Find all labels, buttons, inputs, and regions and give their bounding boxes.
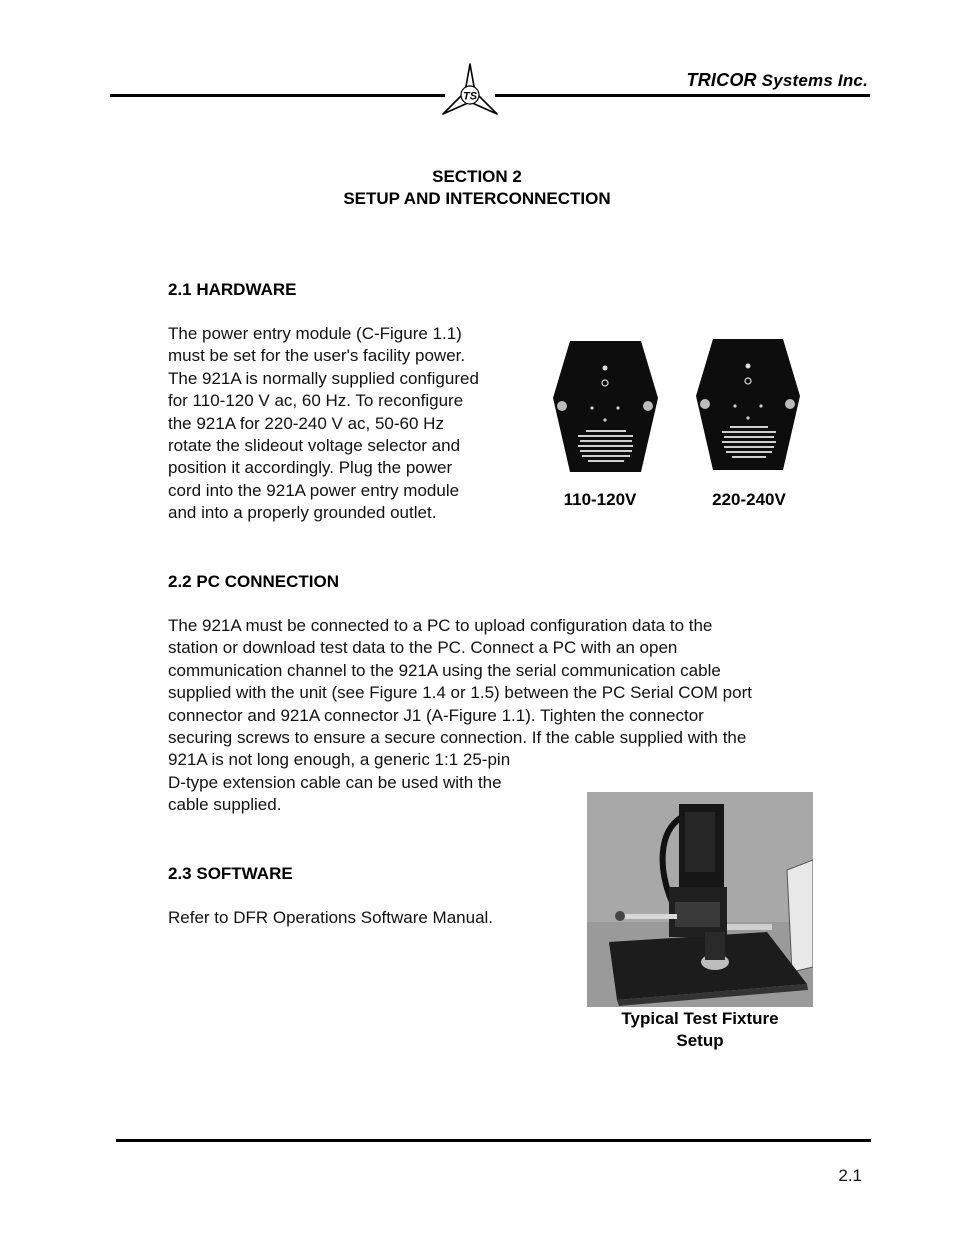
pc-connection-line: securing screws to ensure a secure connection. If the cable supplied with the xyxy=(168,728,747,748)
test-fixture-photo xyxy=(587,792,813,1007)
pc-connection-line: cable supplied. xyxy=(168,795,282,815)
svg-text:TS: TS xyxy=(462,90,478,103)
header-rule-left xyxy=(110,94,445,97)
hardware-heading: 2.1 HARDWARE xyxy=(168,280,297,299)
pc-connection-line: The 921A must be connected to a PC to upload configuration data to the xyxy=(168,616,713,635)
hardware-line: The power entry module (C-Figure 1.1) xyxy=(168,324,462,343)
hardware-line: must be set for the user's facility power. xyxy=(168,346,466,366)
pc-connection-line: communication channel to the 921A using the serial communication cable xyxy=(168,660,721,680)
hardware-line: the 921A for 220-240 V ac, 50-60 Hz xyxy=(168,413,444,433)
hardware-line: cord into the 921A power entry module xyxy=(168,480,460,500)
hardware-line: rotate the slideout voltage selector and xyxy=(168,436,461,456)
header-rule-right xyxy=(495,94,870,97)
hardware-line: The 921A is normally supplied configured xyxy=(168,368,479,388)
pc-connection-heading: 2.2 PC CONNECTION xyxy=(168,572,339,591)
section-title: SETUP AND INTERCONNECTION xyxy=(343,189,611,208)
hardware-line: position it accordingly. Plug the power xyxy=(168,458,453,478)
footer-rule xyxy=(116,1139,871,1142)
fixture-caption-line2: Setup xyxy=(676,1031,724,1050)
page-number: 2.1 xyxy=(838,1166,862,1185)
power-module-110v-image xyxy=(548,338,663,476)
power-module-220v-image xyxy=(692,336,804,474)
pc-connection-line: supplied with the unit (see Figure 1.4 or 1.5) between the PC Serial COM port xyxy=(168,683,752,703)
module-label-220v: 220-240V xyxy=(712,490,786,509)
hardware-paragraph xyxy=(168,323,479,525)
pc-connection-line: station or download test data to the PC. Connect a PC with an open xyxy=(168,638,678,658)
hardware-line: for 110-120 V ac, 60 Hz. To reconfigure xyxy=(168,391,464,411)
pc-connection-line: 921A is not long enough, a generic 1:1 25-pin xyxy=(168,750,511,770)
brand-rest: Systems Inc. xyxy=(756,71,868,90)
company-brand xyxy=(687,70,868,91)
hardware-line: and into a properly grounded outlet. xyxy=(168,503,437,523)
fixture-caption-line1: Typical Test Fixture xyxy=(621,1009,779,1028)
section-number: SECTION 2 xyxy=(432,167,522,186)
software-heading: 2.3 SOFTWARE xyxy=(168,864,293,883)
module-label-110v: 110-120V xyxy=(563,490,637,509)
pc-connection-line: connector and 921A connector J1 (A-Figure 1.1). Tighten the connector xyxy=(168,705,704,725)
tricor-logo-icon xyxy=(440,62,500,118)
pc-connection-paragraph xyxy=(168,615,752,817)
software-text: Refer to DFR Operations Software Manual. xyxy=(168,908,494,927)
brand-bold: TRICOR xyxy=(686,70,757,90)
pc-connection-line: D-type extension cable can be used with the xyxy=(168,772,502,792)
